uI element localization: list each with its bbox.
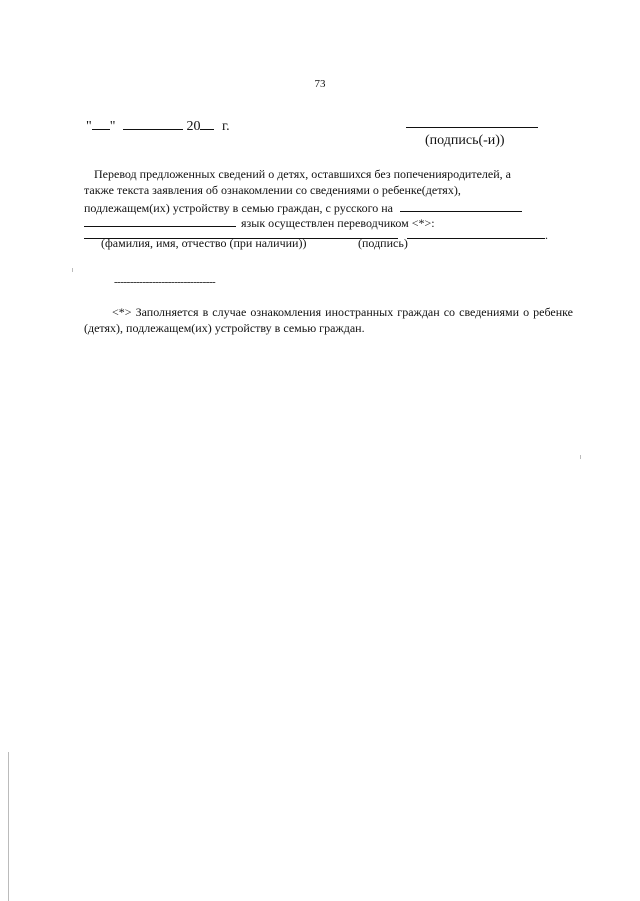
month-blank — [123, 116, 183, 130]
footnote-text: <*> Заполняется в случае ознакомления иностранных граждан со сведениями о ребенке (детях), подлежащем(их) устройству в семью граждан. — [84, 305, 573, 335]
year-prefix: 20 — [186, 119, 201, 134]
signature-line — [406, 127, 538, 128]
year-blank — [200, 116, 214, 130]
scan-margin-mark — [580, 455, 581, 459]
translator-fill-row: . — [84, 225, 548, 243]
translator-signature-caption: (подпись) — [358, 236, 408, 250]
paragraph-line-3: подлежащем(их) устройству в семью граждан, с русского на — [84, 201, 393, 215]
paragraph-line-4: язык осуществлен переводчиком <*>: — [241, 216, 435, 230]
signature-caption: (подпись(-и)) — [425, 133, 505, 148]
scan-margin-mark — [8, 752, 9, 901]
footnote-rule: -------------------------------- — [114, 276, 216, 288]
target-language-blank — [400, 198, 522, 212]
year-suffix: г. — [221, 119, 230, 134]
translator-name-caption: (фамилия, имя, отчество (при наличии)) — [101, 236, 307, 250]
scan-margin-mark — [72, 268, 73, 272]
date-open-quote: " — [86, 119, 92, 134]
paragraph-line-2: также текста заявления об ознакомлении со сведениями о ребенке(детях), — [84, 182, 461, 197]
page-number: 73 — [314, 78, 326, 90]
date-close-quote: " — [109, 119, 116, 134]
day-blank — [92, 116, 110, 130]
translation-paragraph — [84, 167, 573, 198]
paragraph-line-1: Перевод предложенных сведений о детях, оставшихся без попеченияродителей, а — [94, 167, 511, 181]
translator-signature-blank — [407, 225, 545, 239]
date-line — [86, 116, 230, 135]
